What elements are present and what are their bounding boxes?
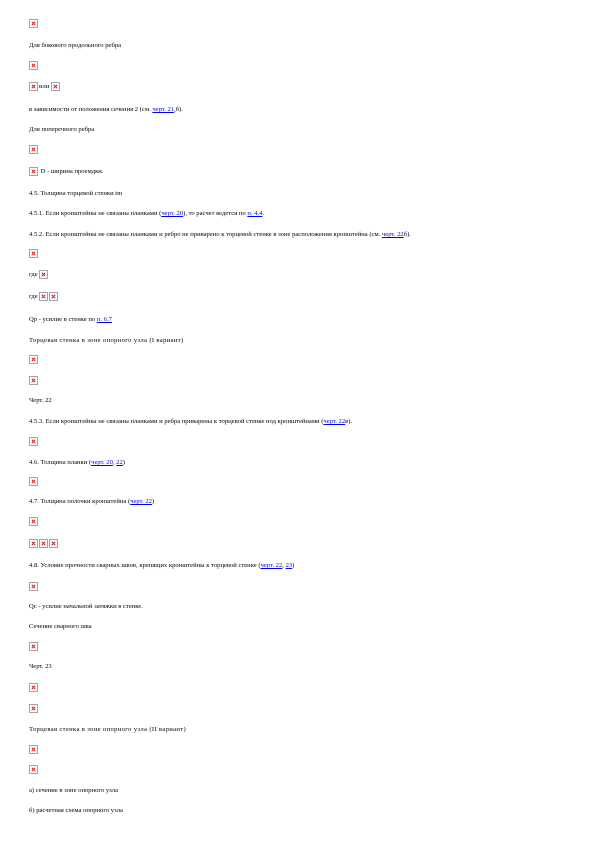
broken-image-icon — [29, 82, 38, 91]
broken-image-icon — [49, 292, 58, 301]
figure-image-row — [29, 704, 39, 713]
broken-image-icon — [51, 82, 60, 91]
figure-image-row — [29, 355, 39, 364]
drawing-label-22: Черт. 22 — [29, 397, 52, 404]
section-4-8: 4.8. Условие прочности сварных швов, крепящих кронштейны к торцевой стенке (черт. 22, 23) — [29, 562, 295, 569]
where-row: где — [29, 292, 59, 301]
link-clause-6-7[interactable]: п. 6.7 — [96, 316, 112, 323]
broken-image-icon — [29, 704, 38, 713]
paragraph-4-5-2: 4.5.2. Если кронштейны не связаны планками и ребро не приварено к торцевой стенке в зоне расположения кронштейна (см. черт. 22б). — [29, 231, 411, 238]
broken-image-icon — [29, 683, 38, 692]
section-4-7: 4.7. Толщина полочки кронштейна (черт. 22) — [29, 498, 155, 505]
link-drawing-22[interactable]: черт. 22 — [381, 231, 404, 238]
broken-image-icon — [29, 582, 38, 591]
figure-image-row — [29, 765, 39, 774]
where-row: где — [29, 270, 49, 279]
figure-caption-variant-1: Торцевая стенка в зоне опорного узла (I вариант) — [29, 337, 184, 344]
broken-image-icon — [39, 539, 48, 548]
broken-image-icon — [29, 376, 38, 385]
formula-image-row — [29, 61, 39, 70]
qc-definition: Qc - усилие начальной затяжки в стенке. — [29, 603, 143, 610]
link-drawing-22[interactable]: черт. 22 — [260, 562, 283, 569]
paragraph-4-5-3: 4.5.3. Если кронштейны не связаны планками и ребра приварены к торцевой стенке под кронштейнами (черт. 22в). — [29, 418, 353, 425]
formula-image-row — [29, 477, 39, 486]
broken-image-icon — [29, 355, 38, 364]
broken-image-icon — [29, 437, 38, 446]
broken-image-icon — [39, 270, 48, 279]
section-4-5-heading: 4.5. Толщина торцевой стенки tm — [29, 190, 123, 197]
figure-caption-variant-2: Торцевая стенка в зоне опорного узла (II вариант) — [29, 726, 187, 733]
figure-image-row — [29, 642, 39, 651]
link-clause-4-4[interactable]: п. 4.4 — [247, 210, 263, 217]
broken-image-icon — [29, 249, 38, 258]
broken-image-icon — [29, 477, 38, 486]
link-drawing-22[interactable]: черт. 22 — [323, 418, 346, 425]
link-drawing-21[interactable]: черт. 21 — [152, 106, 175, 113]
caption-a: а) сечение в зоне опорного узла — [29, 787, 118, 794]
weld-section-caption: Сечение сварного шва — [29, 623, 92, 630]
broken-image-icon — [29, 517, 38, 526]
broken-image-icon — [29, 745, 38, 754]
formula-image-row — [29, 517, 39, 526]
heading-longitudinal-rib: Для бокового продольного ребра — [29, 42, 122, 49]
formula-image-row — [29, 145, 39, 154]
drawing-label-23: Черт. 23 — [29, 663, 52, 670]
formula-image-row — [29, 437, 39, 446]
definition-row: D - ширина проемдки. — [29, 167, 103, 176]
broken-image-icon — [49, 539, 58, 548]
broken-image-icon — [29, 539, 38, 548]
link-drawing-23[interactable]: 23 — [285, 562, 293, 569]
section-position-note: в зависимости от положения сечения 2 (см. черт. 21,б). — [29, 106, 183, 113]
link-drawing-20[interactable]: черт. 20 — [161, 210, 184, 217]
figure-image-row — [29, 376, 39, 385]
broken-image-icon — [29, 167, 38, 176]
formula-image-row — [29, 582, 39, 591]
paragraph-4-5-1: 4.5.1. Если кронштейны не связаны планками (черт. 20), то расчет ведется по п. 4.4. — [29, 210, 265, 217]
broken-image-icon — [39, 292, 48, 301]
link-drawing-22[interactable]: 22 — [116, 459, 123, 466]
broken-image-icon — [29, 19, 38, 28]
broken-image-icon — [29, 765, 38, 774]
formula-image-group — [29, 539, 59, 548]
caption-b: б) расчетная схема опорного узла — [29, 807, 123, 814]
formula-alternative-row — [29, 82, 61, 91]
formula-image-row — [29, 249, 39, 258]
broken-image-icon — [29, 61, 38, 70]
or-label: или — [39, 83, 50, 91]
section-4-6: 4.6. Толщина планки (черт. 20, 22) — [29, 459, 125, 466]
heading-transverse-rib: Для поперечного ребра — [29, 126, 95, 133]
link-drawing-20[interactable]: черт. 20 — [91, 459, 113, 466]
link-drawing-22[interactable]: черт. 22 — [130, 498, 152, 505]
broken-image-icon — [29, 642, 38, 651]
broken-image-icon — [29, 145, 38, 154]
figure-image-row — [29, 683, 39, 692]
qp-definition: Qp - усилие в стенке по п. 6.7 — [29, 316, 112, 323]
figure-image-row — [29, 745, 39, 754]
formula-image-row — [29, 19, 39, 28]
